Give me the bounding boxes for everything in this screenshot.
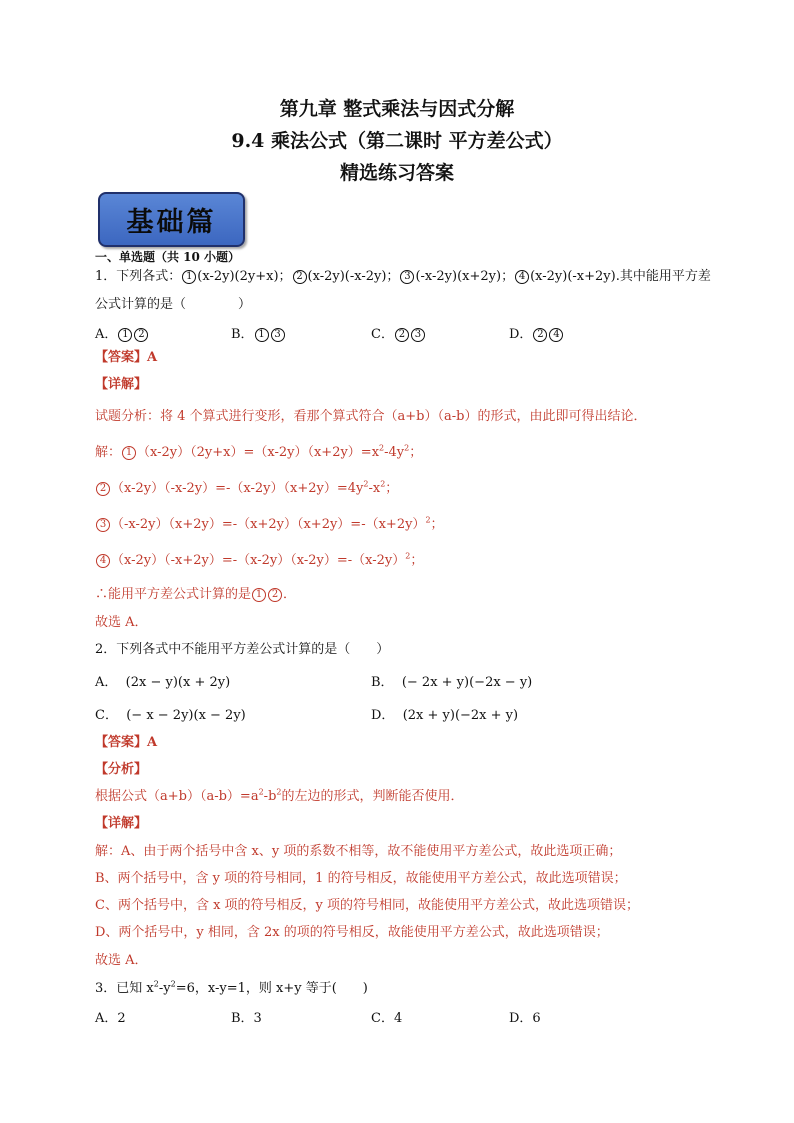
q1-solution-1: 解： 1 $(x-2y)(2y+x)=(x-2y)(x+2y)=x^2-4y^2$； <box>95 443 423 460</box>
q3-option-a: A．2 <box>95 1011 126 1026</box>
title-block <box>0 93 794 189</box>
q1-option-b: B． 1 3 <box>231 323 286 342</box>
q1-detail-tag: 【详解】 <box>95 377 148 392</box>
q3-option-d: D．6 <box>509 1011 541 1026</box>
q1-option-c: C． 2 3 <box>371 323 426 342</box>
chapter-title: 第九章 整式乘法与因式分解 <box>279 98 515 120</box>
q1-final: 故选 A． <box>95 615 148 630</box>
q1-stem: 1．下列各式： 1 (x-2y)(2y+x)； 2 (x-2y)(-x-2y)； 3 (-x-2y)(x+2y)； 4 (x-2y)(-x+2y).其中能用平方差 <box>95 269 711 284</box>
q2-analysis: 根据公式$(a+b)(a-b)=a^2-b^2$的左边的形式，判断能否使用． <box>95 787 464 804</box>
q3-options <box>95 1007 735 1025</box>
q2-detail-4: D、两个括号中，y 相同，含 2x 的项的符号相反，故能使用平方差公式，故此选项错误； <box>95 925 609 940</box>
circle-number-1: 1 <box>182 270 196 284</box>
answer-title: 精选练习答案 <box>339 162 454 184</box>
q2-detail-3: C、两个括号中，含 x 项的符号相反，y 项的符号相同，故能使用平方差公式，故此选项错误； <box>95 898 640 913</box>
q2-option-b: B． (− 2x + y)(−2x − y) <box>371 675 533 690</box>
q2-option-c: C． (− x − 2y)(x − 2y) <box>95 708 246 723</box>
q2-options-row1 <box>95 671 735 689</box>
q1-options <box>95 323 735 341</box>
section-heading: 一、单选题（共 10 小题） <box>95 250 241 264</box>
q2-options-row2 <box>95 704 735 722</box>
q2-detail-tag: 【详解】 <box>95 816 148 831</box>
q1-solution-4: 4 $(x-2y)(-x+2y)=-(x-2y)(x-2y)=-(x-2y)^2$； <box>95 552 423 570</box>
q1-solution-2: 2 $(x-2y)(-x-2y)=-(x-2y)(x+2y)=4y^2-x^2$； <box>95 480 398 498</box>
lesson-title: 9.4 乘法公式（第二课时 平方差公式） <box>231 130 563 152</box>
q1-solution-3: 3 $(-x-2y)(x+2y)=-(x+2y)(x+2y)=-(x+2y)^2$； <box>95 516 444 534</box>
q1-conclusion: ∴能用平方差公式计算的是 1 2 ． <box>95 587 297 602</box>
q2-stem: 2．下列各式中不能用平方差公式计算的是（ ） <box>95 642 390 657</box>
circle-number-4: 4 <box>515 270 529 284</box>
q1-answer: 【答案】A <box>95 350 158 365</box>
q3-stem: 3．已知 $x^2-y^2=6$，x-y=1，则 x+y 等于( ) <box>95 979 368 996</box>
q2-detail-2: B、两个括号中，含 y 项的符号相同，1 的符号相反，故能使用平方差公式，故此选项错误； <box>95 871 627 886</box>
q2-detail-1: 解：A、由于两个括号中含 x、y 项的系数不相等，故不能使用平方差公式，故此选项正确； <box>95 844 622 859</box>
basic-level-badge: 基础篇 <box>98 192 245 247</box>
circle-number-3: 3 <box>400 270 414 284</box>
q3-option-c: C．4 <box>371 1011 403 1026</box>
q1-option-d: D． 2 4 <box>509 323 564 342</box>
q2-option-d: D． (2x + y)(−2x + y) <box>371 708 519 723</box>
q1-stem-cont: 公式计算的是（ ） <box>95 297 252 312</box>
q2-answer: 【答案】A <box>95 735 158 750</box>
q2-option-a: A． (2x − y)(x + 2y) <box>95 675 231 690</box>
q2-analysis-tag: 【分析】 <box>95 762 148 777</box>
circle-number-2: 2 <box>293 270 307 284</box>
q2-final: 故选 A． <box>95 953 148 968</box>
q3-option-b: B．3 <box>231 1011 262 1026</box>
q1-analysis: 试题分析：将 4 个算式进行变形，看那个算式符合（a+b）（a-b）的形式，由此即可得出结论． <box>95 409 647 424</box>
q1-option-a: A． 1 2 <box>95 323 149 342</box>
